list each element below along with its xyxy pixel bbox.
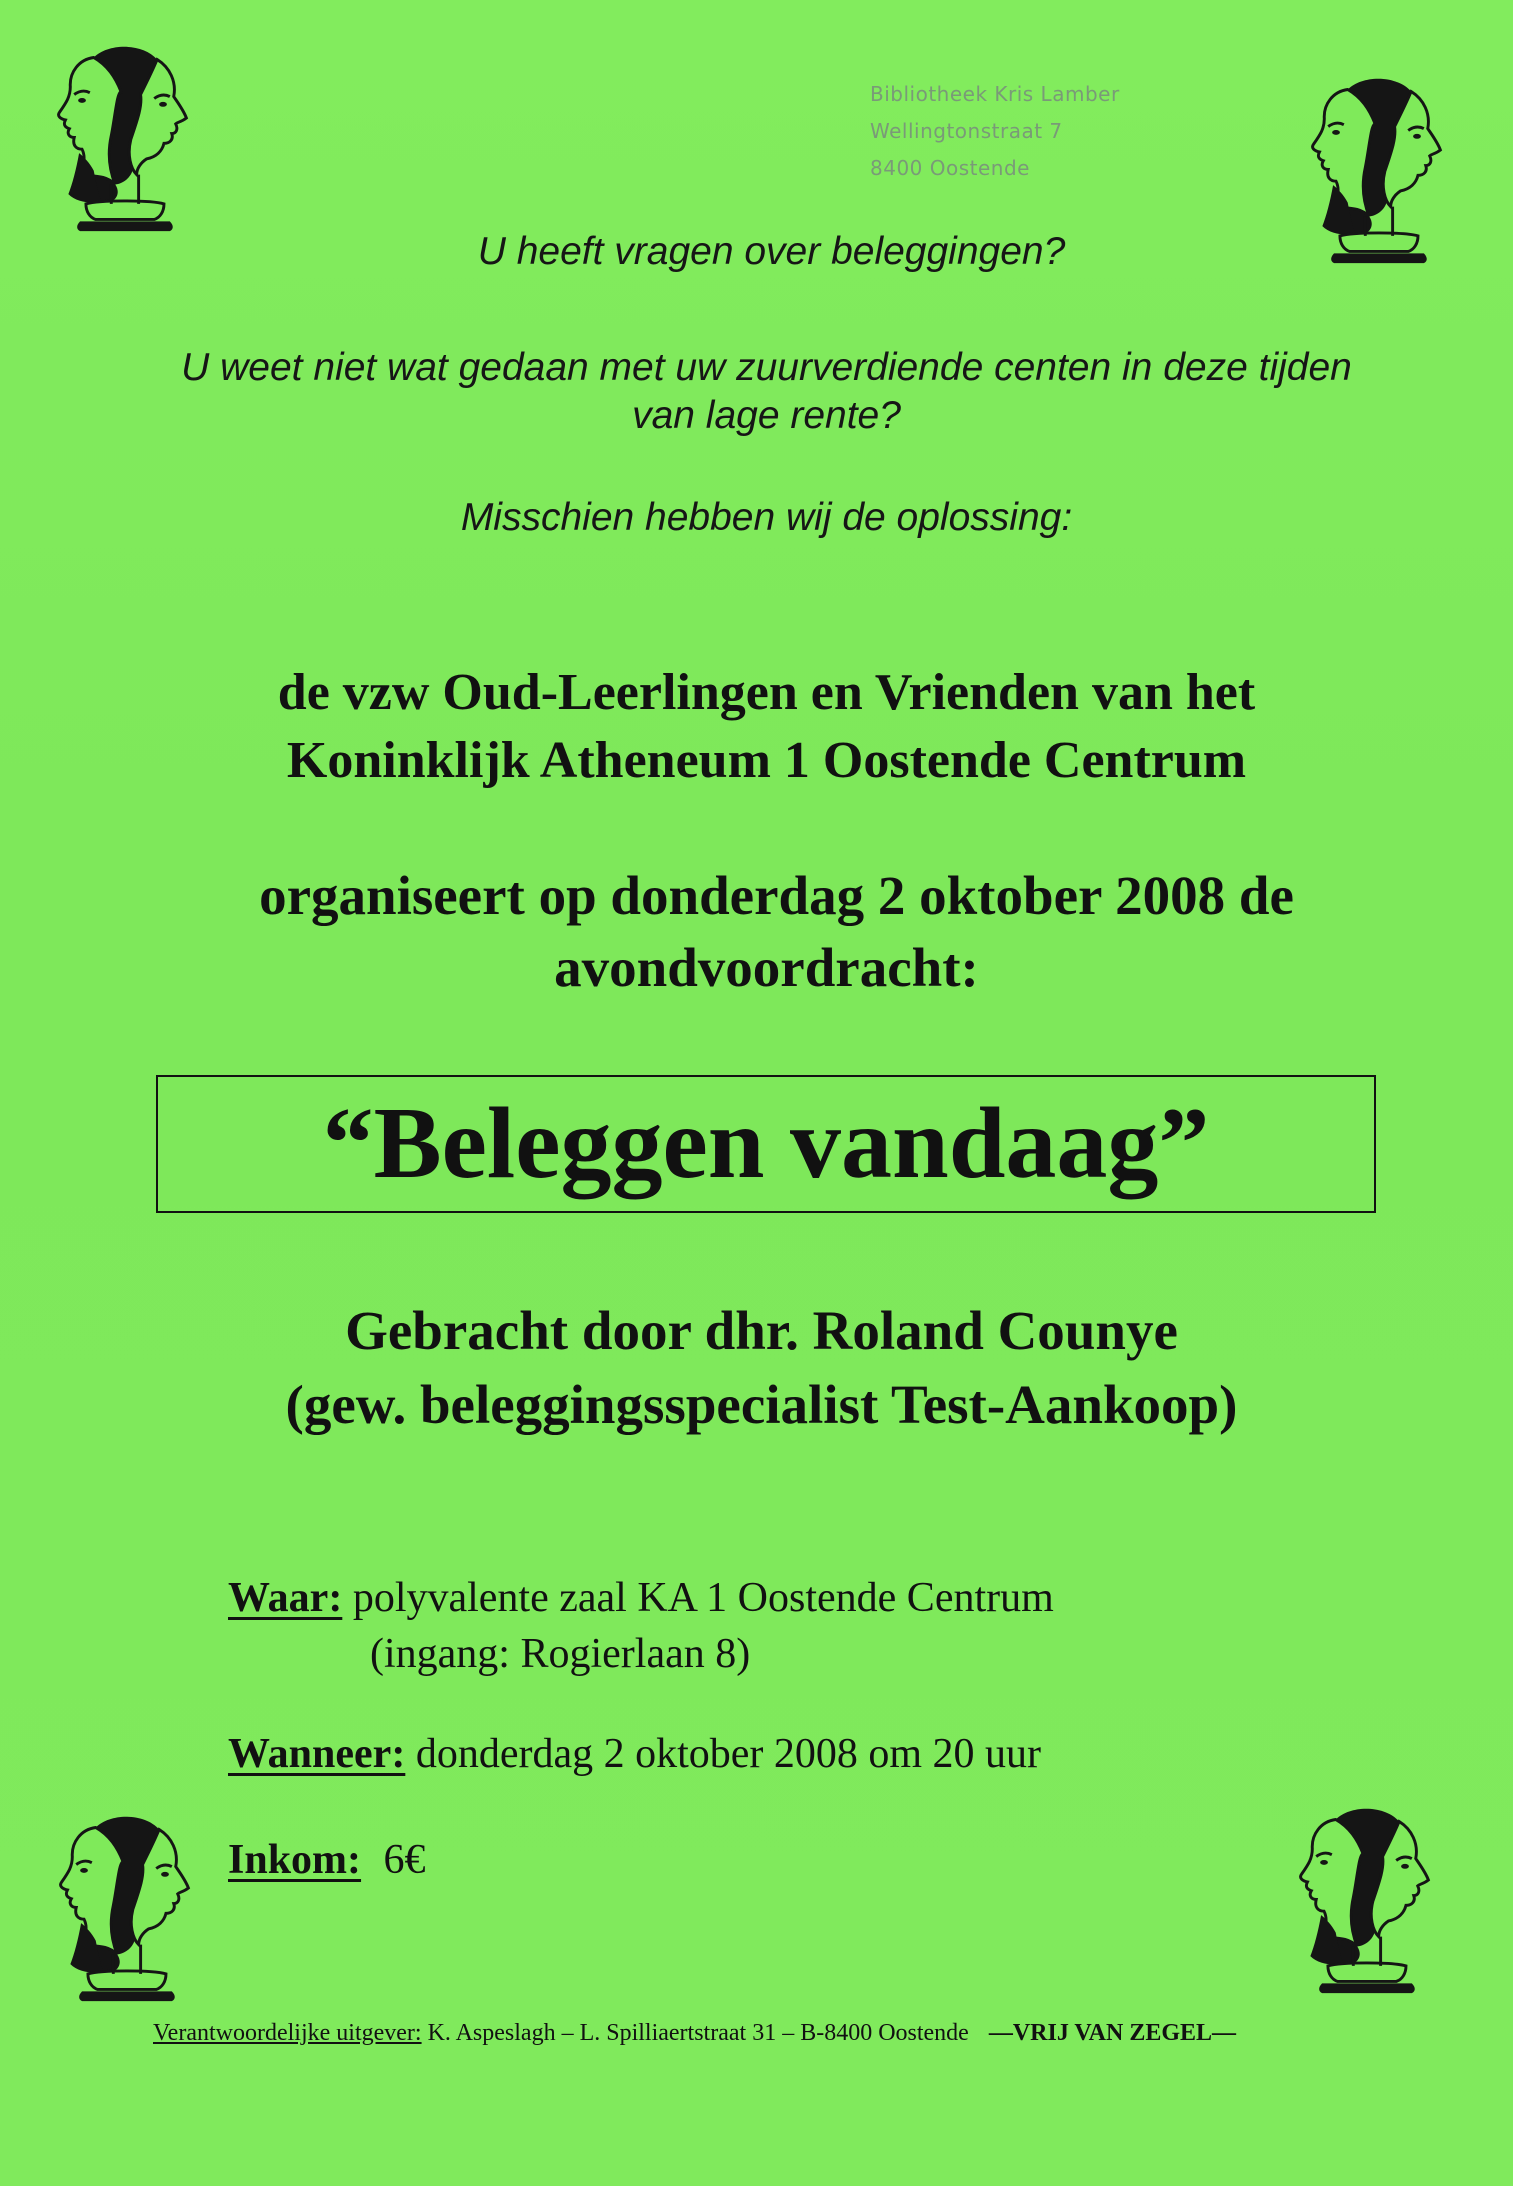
when-label: Wanneer: — [228, 1731, 406, 1777]
event-title: “Beleggen vandaag” — [322, 1087, 1210, 1200]
detail-where — [228, 1570, 1054, 1626]
stamp-street: Wellingtonstraat 7 — [870, 119, 1063, 143]
publisher-label: Verantwoordelijke uitgever: — [153, 2020, 422, 2046]
publisher-address: K. Aspeslagh – L. Spilliaertstraat 31 – B-8400 Oostende — [421, 2020, 969, 2046]
where-value: polyvalente zaal KA 1 Oostende Centrum — [352, 1575, 1054, 1621]
detail-when — [228, 1726, 1041, 1782]
event-title-box — [156, 1075, 1376, 1213]
publisher-footer — [153, 2018, 1236, 2048]
entry-fee-value: 6€ — [383, 1837, 426, 1883]
intro-question-3: Misschien hebben wij de oplossing: — [460, 496, 1073, 539]
janus-head-icon — [38, 38, 208, 238]
organisation-line-2: Koninklijk Atheneum 1 Oostende Centrum — [286, 732, 1247, 789]
event-line-2: avondvoordracht: — [554, 937, 979, 998]
speaker-line-2: (gew. beleggingsspecialist Test-Aankoop) — [285, 1374, 1238, 1435]
stamp-library-name: Bibliotheek Kris Lamber — [870, 82, 1120, 106]
janus-head-icon — [1280, 1800, 1450, 2000]
intro-question-2-line-2: van lage rente? — [632, 394, 901, 437]
stamp-duty-note: —VRIJ VAN ZEGEL— — [988, 2020, 1237, 2046]
intro-question-2-line-1: U weet niet wat gedaan met uw zuurverdiende centen in deze tijden — [181, 346, 1352, 389]
intro-question-1: U heeft vragen over beleggingen? — [477, 230, 1066, 273]
when-value: donderdag 2 oktober 2008 om 20 uur — [415, 1731, 1042, 1777]
speaker-line-1: Gebracht door dhr. Roland Counye — [345, 1300, 1178, 1361]
event-line-1: organiseert op donderdag 2 oktober 2008 de — [259, 865, 1294, 926]
stamp-city: 8400 Oostende — [870, 156, 1030, 180]
where-label: Waar: — [228, 1575, 343, 1621]
janus-head-icon — [40, 1808, 210, 2008]
detail-entry-fee — [228, 1832, 426, 1888]
library-stamp — [870, 76, 1120, 187]
where-entrance: (ingang: Rogierlaan 8) — [370, 1631, 751, 1677]
organisation-line-1: de vzw Oud-Leerlingen en Vrienden van het — [277, 664, 1256, 721]
entry-fee-label: Inkom: — [228, 1837, 362, 1883]
